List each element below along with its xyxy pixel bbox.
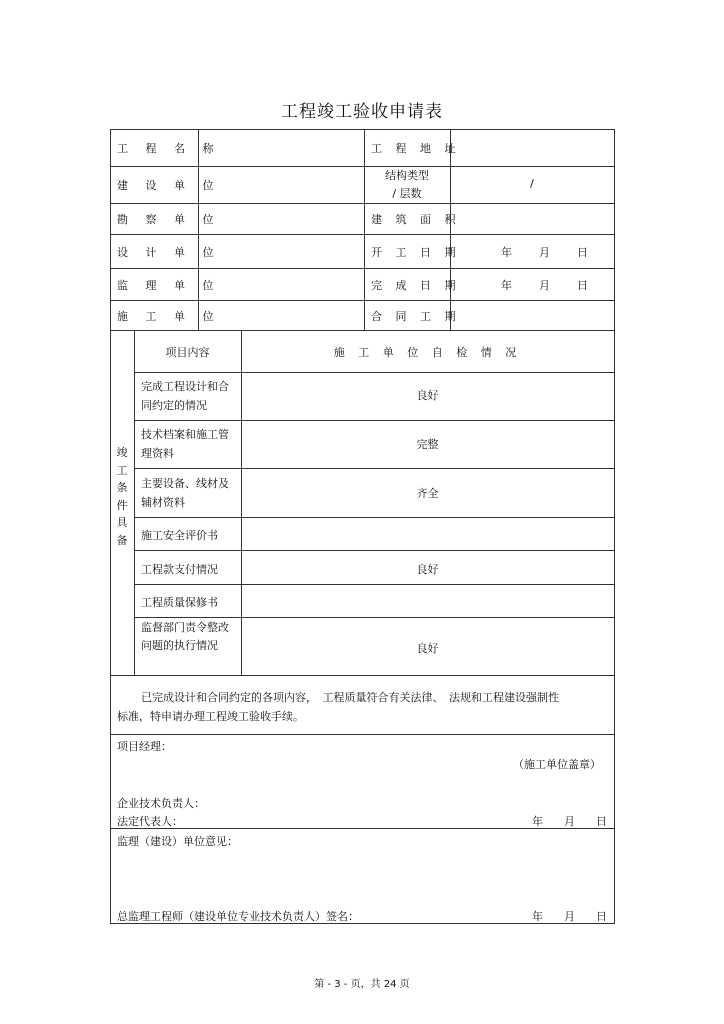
label-survey-unit: 勘 察 单 位 [117,213,221,226]
item-cell: 主要设备、线材及辅材资料 [141,477,229,509]
supervision-date-day[interactable]: 日 [596,910,607,923]
rule [134,420,615,421]
label-floors: / 层数 [392,187,422,200]
contractor-date-year[interactable]: 年 [532,815,543,828]
project-manager-label: 项目经理： [117,740,172,753]
chief-engineer-signature-label: 总监理工程师（建设单位专业技术负责人）签名： [117,910,359,923]
side-char: 备 [116,533,128,547]
label-supervision-unit: 监 理 单 位 [117,279,221,292]
statement-line-2: 标准，特申请办理工程竣工验收手续。 [117,710,304,723]
completion-date-day[interactable]: 日 [577,279,588,292]
rule [134,330,135,675]
contractor-date-month[interactable]: 月 [564,815,575,828]
completion-date-month[interactable]: 月 [539,279,550,292]
start-date-day[interactable]: 日 [577,246,588,259]
rule [134,468,615,469]
rule [614,129,615,924]
completion-date-year[interactable]: 年 [501,279,512,292]
item-cell: 工程款支付情况 [141,563,218,576]
field-structure-floors[interactable]: / [530,177,534,190]
label-completion-date: 完 成 日 期 [371,279,461,292]
tech-lead-label: 企业技术负责人： [117,797,205,810]
side-char: 竣 [116,446,128,459]
rule [134,372,615,373]
rule [364,129,365,330]
rule [134,517,615,518]
label-contractor-unit: 施 工 单 位 [117,310,221,323]
rule [134,617,615,618]
item-cell: 技术档案和施工管理资料 [141,428,229,460]
rule [110,675,615,676]
item-status[interactable]: 良好 [416,642,439,655]
rule [110,203,615,204]
rule [110,330,615,331]
rule [110,166,615,167]
label-start-date: 开 工 日 期 [371,246,461,259]
contractor-date-day[interactable]: 日 [596,815,607,828]
statement-line-1: 已完成设计和合同约定的各项内容， 工程质量符合有关法律、 法规和工程建设强制性 [141,691,559,704]
item-cell: 监督部门责令整改问题的执行情况 [141,621,229,652]
rule [110,300,615,301]
conditions-side-label [110,444,134,549]
rule [241,330,242,675]
side-char: 条 [116,481,128,494]
page-footer: 第 - 3 - 页，共 24 页 [314,979,410,990]
item-status[interactable]: 齐全 [416,487,439,500]
contractor-seal-label: （施工单位盖章） [513,758,601,771]
rule [110,129,615,130]
start-date-month[interactable]: 月 [539,246,550,259]
supervision-opinion-label: 监理（建设）单位意见： [117,835,238,848]
label-construction-unit: 建 设 单 位 [117,179,221,192]
rule [110,734,615,735]
item-cell: 施工安全评价书 [141,529,218,542]
legal-rep-label: 法定代表人： [117,815,183,828]
item-status[interactable]: 完整 [416,438,439,451]
supervision-date-month[interactable]: 月 [564,910,575,923]
label-project-address: 工 程 地 址 [371,142,461,155]
label-project-name: 工 程 名 称 [117,142,221,155]
label-contract-period: 合 同 工 期 [371,310,461,323]
side-char: 具 [116,516,128,529]
header-self-check: 施 工 单 位 自 检 情 况 [333,346,522,359]
rule [110,268,615,269]
label-design-unit: 设 计 单 位 [117,246,221,259]
label-structure-type: 结构类型 [385,169,429,182]
item-cell: 工程质量保修书 [141,596,218,609]
item-status[interactable]: 良好 [416,389,439,402]
rule [134,550,615,551]
rule [198,129,199,330]
start-date-year[interactable]: 年 [501,246,512,259]
header-item-content: 项目内容 [165,346,210,359]
form-title: 工程竣工验收申请表 [281,102,443,122]
rule [110,234,615,235]
side-char: 件 [116,498,128,512]
item-cell: 完成工程设计和合同约定的情况 [141,380,229,412]
supervision-date-year[interactable]: 年 [532,910,543,923]
rule [134,584,615,585]
item-status[interactable]: 良好 [416,563,439,576]
side-char: 工 [116,463,128,477]
label-building-area: 建 筑 面 积 [371,213,461,226]
rule [450,129,451,330]
